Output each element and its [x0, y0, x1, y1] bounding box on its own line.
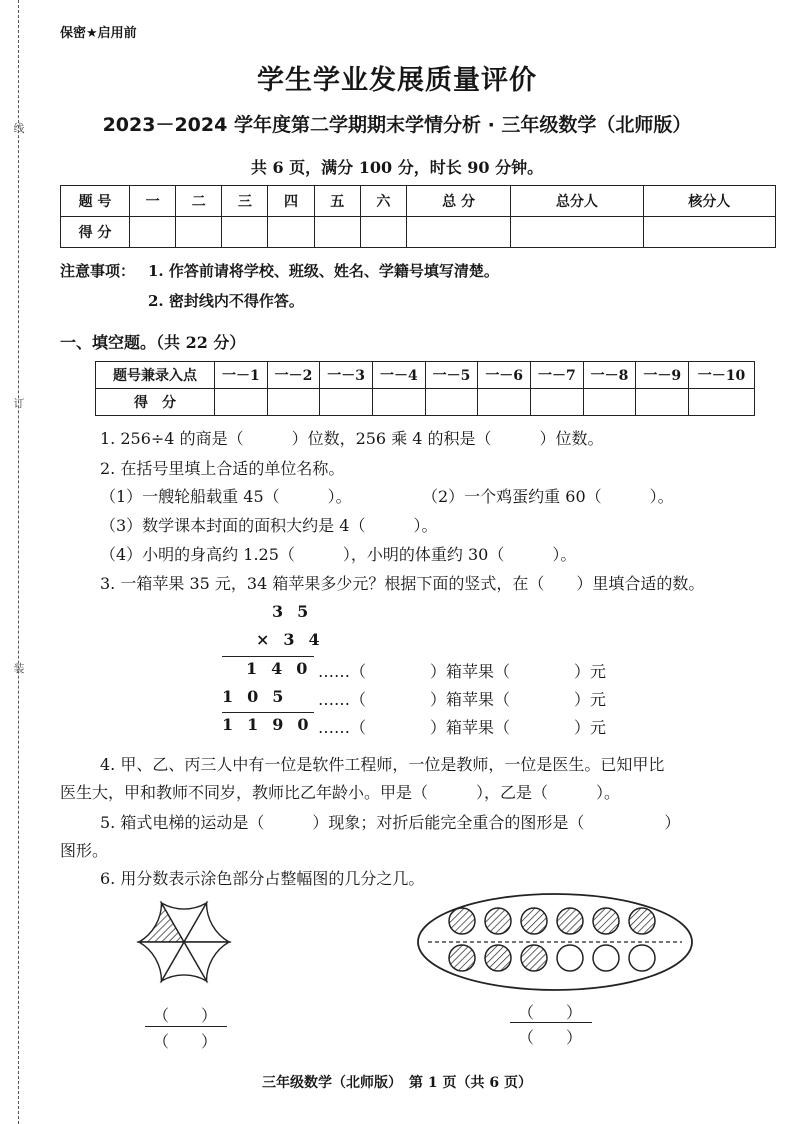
fraction-bar	[145, 1026, 227, 1027]
shaded-circle	[449, 908, 475, 934]
margin-mark: 装	[13, 662, 25, 675]
calc-row-2: ×34	[256, 630, 334, 649]
margin-mark: 订	[13, 397, 25, 410]
exam-info: 共 6 页，满分 100 分，时长 90 分钟。	[250, 158, 544, 177]
fraction-numerator-blank[interactable]: （ ）	[152, 1006, 217, 1025]
circle-set-figure	[449, 908, 655, 971]
page-title: 学生学业发展质量评价	[257, 65, 537, 96]
question-1: 1. 256÷4 的商是（ ）位数，256 乘 4 的积是（ ）位数。	[100, 429, 604, 448]
question-3: 3. 一箱苹果 35 元，34 箱苹果多少元？根据下面的竖式，在（ ）里填合适的数。	[100, 574, 705, 593]
fraction-denominator-blank[interactable]: （ ）	[152, 1032, 217, 1051]
question-6: 6. 用分数表示涂色部分占整幅图的几分之几。	[100, 869, 425, 888]
secret-label: 保密★启用前	[60, 26, 137, 41]
circle	[557, 945, 583, 971]
table-cell: 一－5	[425, 362, 478, 389]
question-2-1: （1）一艘轮船载重 45（ ）。	[100, 487, 352, 506]
question-5-line-2: 图形。	[60, 841, 109, 860]
shaded-circle	[629, 908, 655, 934]
table-cell: 一－6	[478, 362, 531, 389]
shaded-circle	[485, 945, 511, 971]
circle	[629, 945, 655, 971]
shaded-circle	[521, 908, 547, 934]
calc-row-1: 35	[272, 602, 323, 621]
table-cell: 一－4	[373, 362, 426, 389]
table-cell: 六	[360, 186, 406, 217]
circle	[593, 945, 619, 971]
shaded-circle	[593, 908, 619, 934]
shaded-circle	[449, 945, 475, 971]
question-2: 2. 在括号里填上合适的单位名称。	[100, 459, 345, 478]
table-cell: 总 分	[406, 186, 510, 217]
table-cell: 一－9	[636, 362, 689, 389]
table-cell: 一－1	[215, 362, 268, 389]
table-cell: 一－3	[320, 362, 373, 389]
calc-answer-row: ……（ ）箱苹果（ ）元	[318, 718, 607, 737]
calc-row-4: 105	[222, 687, 298, 706]
table-cell: 一－7	[531, 362, 584, 389]
table-cell: 一	[130, 186, 176, 217]
question-2-4: （4）小明的身高约 1.25（ ），小明的体重约 30（ ）。	[100, 545, 577, 564]
note-item: 1. 作答前请将学校、班级、姓名、学籍号填写清楚。	[148, 262, 499, 280]
calc-row-3: 140	[246, 659, 322, 678]
table-cell: 一－2	[267, 362, 320, 389]
question-2-3: （3）数学课本封面的面积大约是 4（ ）。	[100, 516, 438, 535]
page-subtitle: 2023－2024 学年度第二学期期末学情分析 · 三年级数学（北师版）	[102, 114, 692, 136]
table-cell: 四	[268, 186, 314, 217]
question-5-line-1: 5. 箱式电梯的运动是（ ）现象；对折后能完全重合的图形是（ ）	[100, 813, 681, 832]
margin-mark: 线	[13, 122, 25, 135]
table-cell: 题号兼录入点	[96, 362, 215, 389]
table-cell: 得 分	[61, 217, 130, 248]
table-cell: 总分人	[511, 186, 643, 217]
table-cell: 得 分	[96, 389, 215, 416]
calc-row-5: 1190	[222, 715, 323, 734]
table-cell: 二	[176, 186, 222, 217]
fraction-bar	[510, 1022, 592, 1023]
question-4-line-1: 4. 甲、乙、丙三人中有一位是软件工程师，一位是教师，一位是医生。已知甲比	[100, 755, 665, 774]
question-2-2: （2）一个鸡蛋约重 60（ ）。	[422, 487, 674, 506]
question-4-line-2: 医生大，甲和教师不同岁，教师比乙年龄小。甲是（ ），乙是（ ）。	[60, 783, 621, 802]
shaded-circle	[485, 908, 511, 934]
page-footer: 三年级数学（北师版） 第 1 页（共 6 页）	[262, 1075, 532, 1091]
notes-label: 注意事项：	[60, 262, 136, 280]
note-item: 2. 密封线内不得作答。	[148, 292, 304, 310]
fraction-denominator-blank[interactable]: （ ）	[517, 1028, 582, 1047]
table-cell: 核分人	[643, 186, 775, 217]
shaded-circle	[557, 908, 583, 934]
pie-chart-figure	[139, 903, 229, 981]
table-cell: 三	[222, 186, 268, 217]
calc-answer-row: ……（ ）箱苹果（ ）元	[318, 662, 607, 681]
calc-answer-row: ……（ ）箱苹果（ ）元	[318, 690, 607, 709]
section-heading: 一、填空题。（共 22 分）	[60, 333, 246, 352]
table-cell: 题 号	[61, 186, 130, 217]
table-cell: 一－8	[583, 362, 636, 389]
fraction-numerator-blank[interactable]: （ ）	[517, 1003, 582, 1022]
shaded-circle	[521, 945, 547, 971]
table-cell: 一－10	[689, 362, 755, 389]
table-cell: 五	[314, 186, 360, 217]
